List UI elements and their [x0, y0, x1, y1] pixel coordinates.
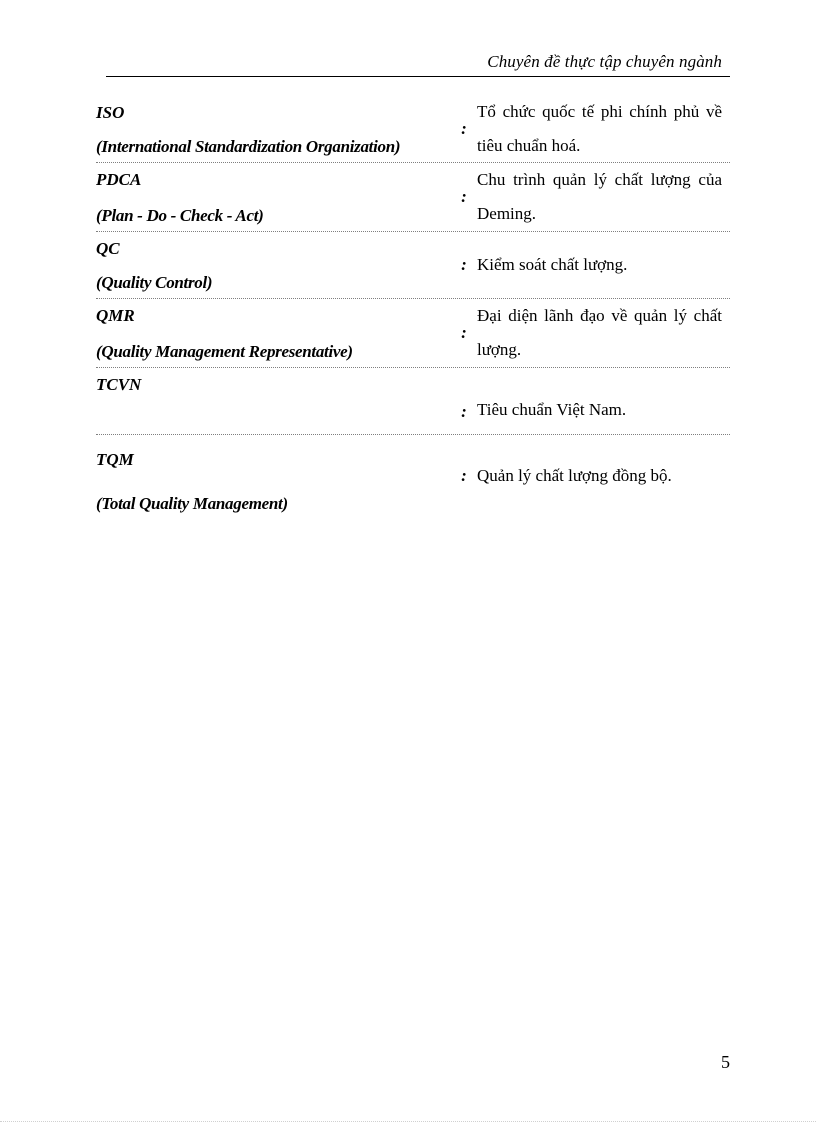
term-full-name: (Quality Control) [96, 273, 213, 292]
page-number: 5 [721, 1052, 730, 1072]
term-definition: Đại diện lãnh đạo về quản lý chất lượng. [477, 306, 722, 359]
abbreviation-row [96, 163, 730, 232]
term-cell [96, 232, 451, 298]
term-definition: Quản lý chất lượng đồng bộ. [477, 466, 672, 485]
term-abbreviation: TCVN [96, 375, 142, 394]
term-cell [96, 435, 451, 517]
term-definition: Tiêu chuẩn Việt Nam. [477, 400, 627, 419]
abbreviation-row [96, 96, 730, 163]
term-cell [96, 299, 451, 367]
term-separator: : [461, 255, 467, 274]
term-abbreviation: ISO [96, 103, 125, 122]
term-separator: : [461, 119, 467, 138]
term-abbreviation: QC [96, 239, 120, 258]
term-cell [96, 96, 451, 162]
term-full-name: (International Standardization Organization) [96, 137, 401, 156]
term-separator: : [461, 402, 467, 421]
term-full-name: (Total Quality Management) [96, 494, 288, 513]
term-separator: : [461, 187, 467, 206]
term-abbreviation: TQM [96, 450, 134, 469]
abbreviation-row [96, 435, 730, 517]
abbreviation-row [96, 368, 730, 435]
term-definition: Tổ chức quốc tế phi chính phủ về tiêu chuẩn hoá. [477, 102, 722, 155]
definition-cell [477, 232, 730, 298]
abbreviation-row [96, 232, 730, 299]
definition-cell [477, 435, 730, 517]
term-cell [96, 368, 451, 434]
abbreviations-table [96, 96, 730, 517]
term-abbreviation: PDCA [96, 170, 142, 189]
term-definition: Kiểm soát chất lượng. [477, 255, 628, 274]
term-abbreviation: QMR [96, 306, 135, 325]
page-header-title: Chuyên đề thực tập chuyên ngành [487, 52, 722, 71]
definition-cell [477, 163, 730, 231]
header-divider [106, 76, 730, 77]
term-cell [96, 163, 451, 231]
definition-cell [477, 96, 730, 162]
term-full-name: (Quality Management Representative) [96, 342, 353, 361]
definition-cell [477, 368, 730, 434]
footer-divider [0, 1121, 816, 1122]
term-definition: Chu trình quản lý chất lượng của Deming. [477, 170, 722, 223]
definition-cell [477, 299, 730, 367]
abbreviation-row [96, 299, 730, 368]
term-full-name: (Plan - Do - Check - Act) [96, 206, 264, 225]
term-separator: : [461, 323, 467, 342]
term-separator: : [461, 466, 467, 485]
